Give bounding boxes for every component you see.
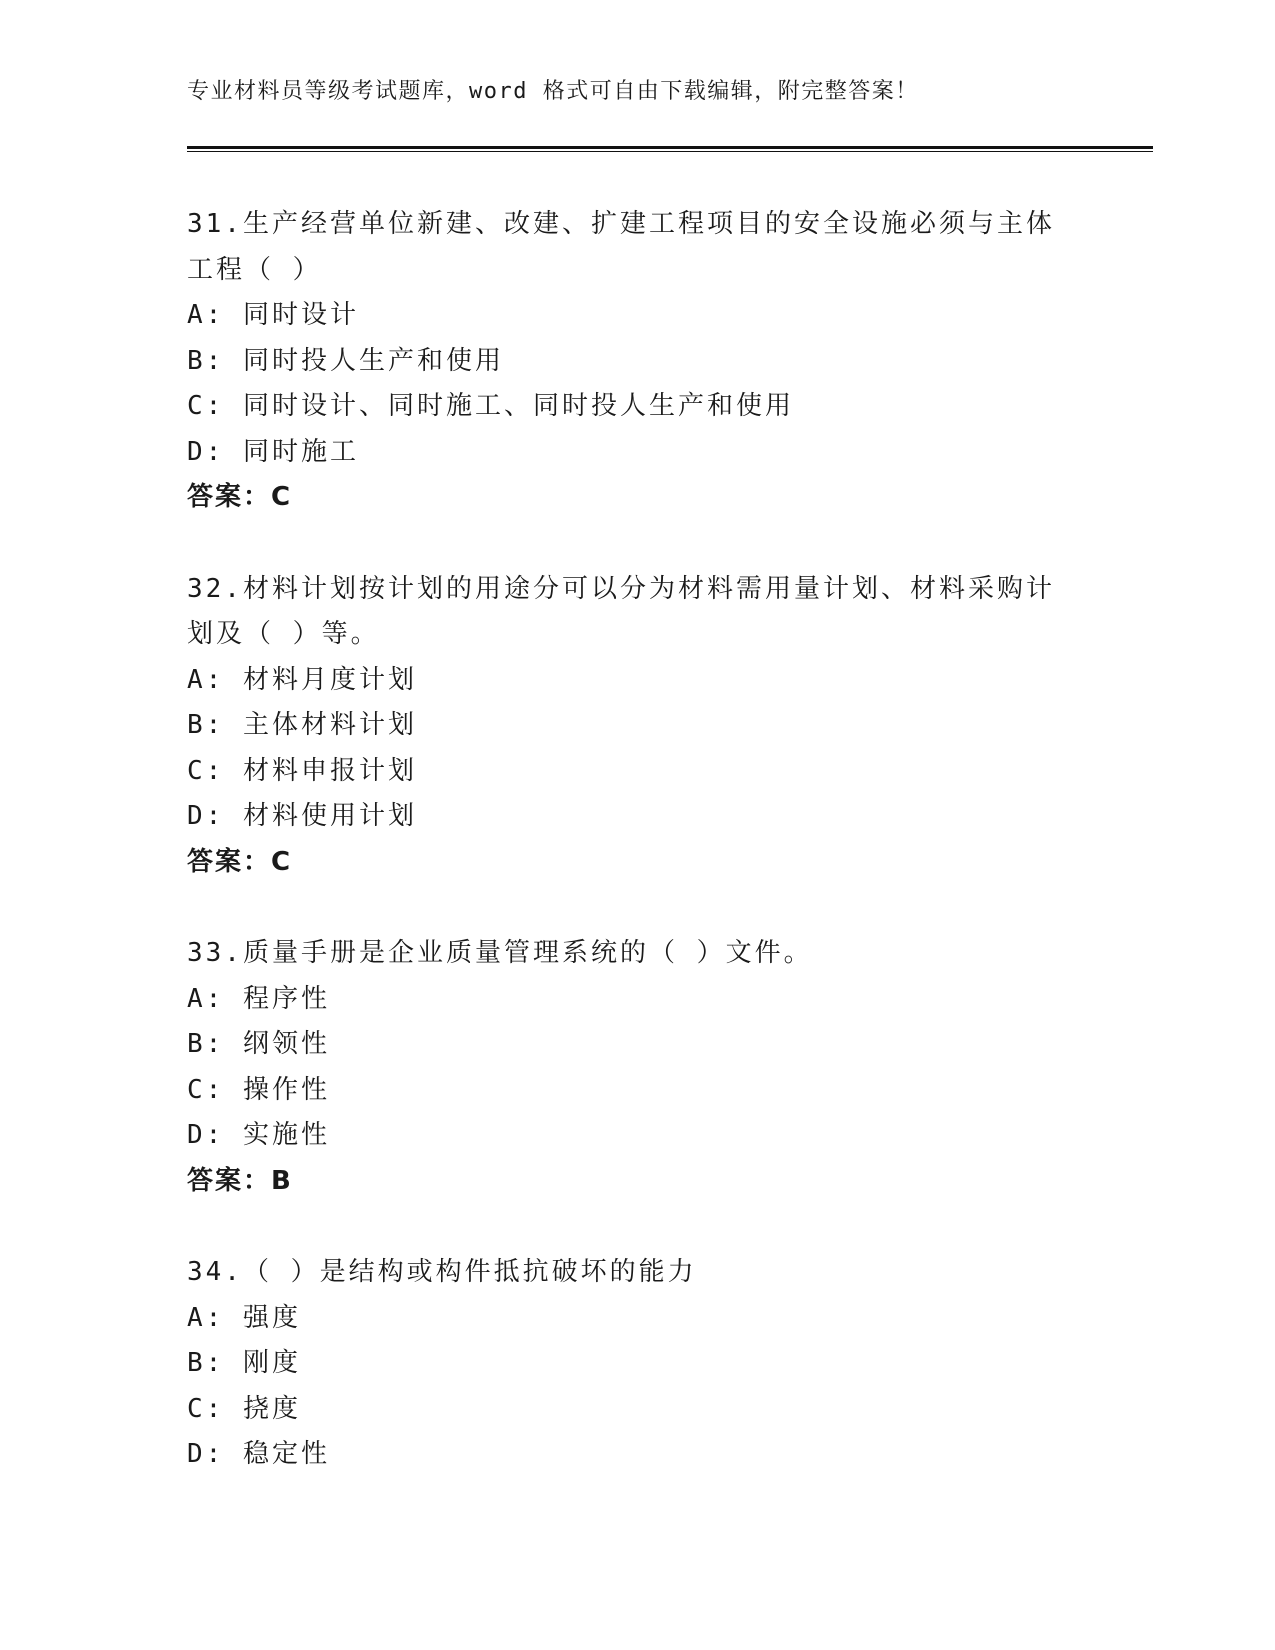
option-b: B: 纲领性: [187, 1029, 330, 1059]
answer-label: 答案：B: [187, 1165, 293, 1196]
option-d: D: 同时施工: [187, 436, 359, 467]
option-c: C: 操作性: [187, 1074, 330, 1105]
option-b: B: 主体材料计划: [187, 710, 417, 740]
question-32: [187, 567, 1087, 886]
option-a: A: 同时设计: [187, 300, 359, 330]
page-header: 专业材料员等级考试题库，word 格式可自由下载编辑，附完整答案！: [187, 79, 919, 104]
header-rule-thick: [187, 146, 1153, 149]
option-c: C: 挠度: [187, 1393, 301, 1424]
option-a: A: 材料月度计划: [187, 664, 417, 695]
question-stem: 32.材料计划按计划的用途分可以分为材料需用量计划、材料采购计划及（ ）等。: [187, 573, 1055, 649]
question-34: [187, 1250, 1087, 1478]
header-rule-thin: [187, 151, 1153, 152]
option-b: B: 同时投人生产和使用: [187, 345, 504, 376]
option-b: B: 刚度: [187, 1348, 301, 1378]
question-stem: 33.质量手册是企业质量管理系统的（ ）文件。: [187, 938, 813, 968]
option-a: A: 程序性: [187, 983, 330, 1014]
option-d: D: 稳定性: [187, 1439, 330, 1469]
question-33: [187, 931, 1087, 1204]
option-c: C: 同时设计、同时施工、同时投人生产和使用: [187, 391, 794, 421]
question-list: [187, 202, 1087, 1524]
option-d: D: 材料使用计划: [187, 801, 417, 831]
answer-label: 答案：C: [187, 482, 293, 512]
question-stem: 34.（ ）是结构或构件抵抗破坏的能力: [187, 1257, 697, 1287]
option-d: D: 实施性: [187, 1120, 330, 1150]
question-31: [187, 202, 1087, 521]
option-a: A: 强度: [187, 1302, 301, 1333]
question-stem: 31.生产经营单位新建、改建、扩建工程项目的安全设施必须与主体工程（ ）: [187, 209, 1055, 285]
option-c: C: 材料申报计划: [187, 755, 417, 786]
answer-label: 答案：C: [187, 846, 293, 877]
